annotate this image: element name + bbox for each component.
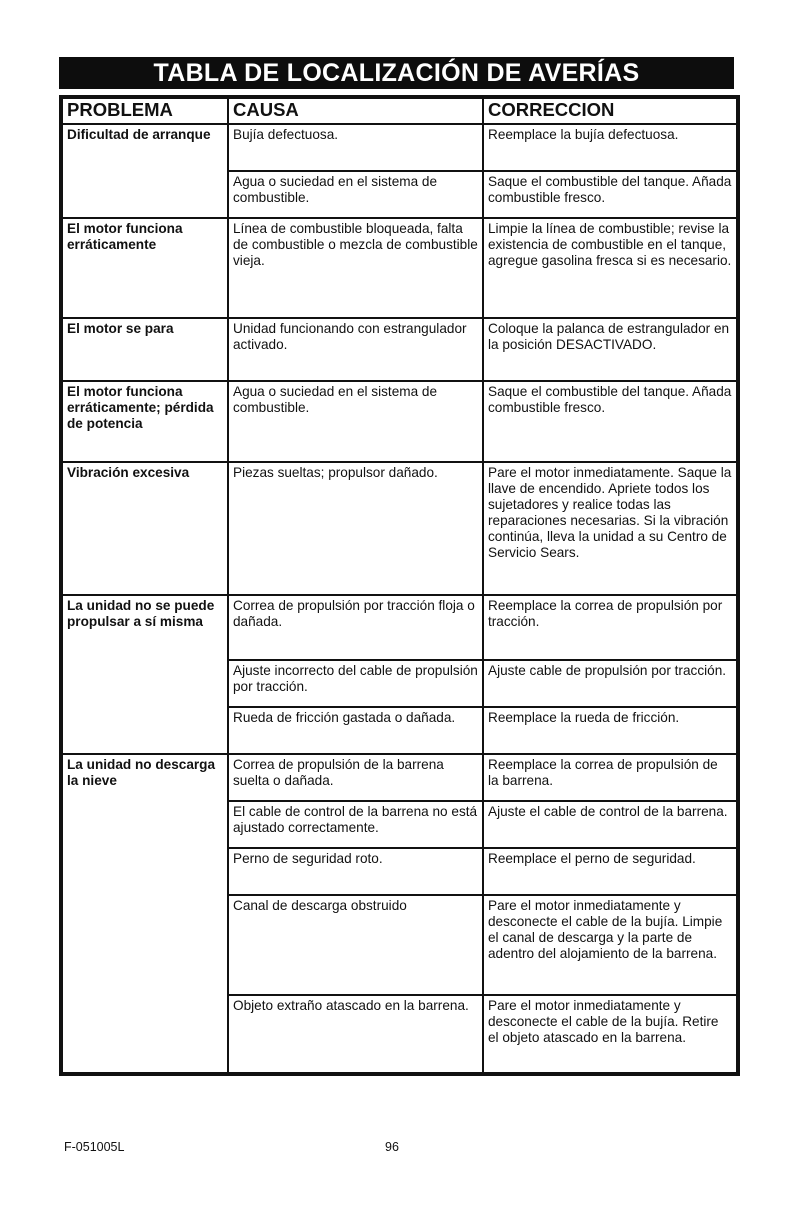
problem-cell <box>61 171 228 218</box>
problem-cell <box>61 660 228 707</box>
cause-cell: Canal de descarga obstruido <box>228 895 483 995</box>
correction-cell: Saque el combustible del tanque. Añada combustible fresco. <box>483 171 738 218</box>
problem-cell <box>61 995 228 1074</box>
problem-cell <box>61 895 228 995</box>
troubleshooting-table <box>59 95 740 1076</box>
table-header-row <box>61 97 738 124</box>
page-title: TABLA DE LOCALIZACIÓN DE AVERÍAS <box>59 57 734 89</box>
correction-cell: Reemplace la rueda de fricción. <box>483 707 738 754</box>
problem-cell: El motor se para <box>61 318 228 381</box>
header-problem: PROBLEMA <box>61 97 228 124</box>
correction-cell: Reemplace la correa de propulsión de la barrena. <box>483 754 738 801</box>
cause-cell: Agua o suciedad en el sistema de combustible. <box>228 171 483 218</box>
page-number: 96 <box>385 1140 399 1154</box>
correction-cell: Reemplace la correa de propulsión por tracción. <box>483 595 738 660</box>
problem-cell: Vibración excesiva <box>61 462 228 595</box>
cause-cell: Unidad funcionando con estrangulador activado. <box>228 318 483 381</box>
table-row <box>61 995 738 1074</box>
document-code: F-051005L <box>64 1140 125 1154</box>
problem-cell <box>61 801 228 848</box>
cause-cell: Correa de propulsión de la barrena suelta o dañada. <box>228 754 483 801</box>
cause-cell: Rueda de fricción gastada o dañada. <box>228 707 483 754</box>
correction-cell: Ajuste cable de propulsión por tracción. <box>483 660 738 707</box>
correction-cell: Saque el combustible del tanque. Añada combustible fresco. <box>483 381 738 462</box>
cause-cell: Piezas sueltas; propulsor dañado. <box>228 462 483 595</box>
header-correction: CORRECCION <box>483 97 738 124</box>
problem-cell: La unidad no se puede propulsar a sí misma <box>61 595 228 660</box>
correction-cell: Reemplace el perno de seguridad. <box>483 848 738 895</box>
problem-cell: Dificultad de arranque <box>61 124 228 171</box>
table-row <box>61 707 738 754</box>
table-row <box>61 171 738 218</box>
table-row <box>61 218 738 318</box>
correction-cell: Reemplace la bujía defectuosa. <box>483 124 738 171</box>
correction-cell: Pare el motor inmediatamente y desconecte el cable de la bujía. Retire el objeto atascado en la barrena. <box>483 995 738 1074</box>
cause-cell: Correa de propulsión por tracción floja o dañada. <box>228 595 483 660</box>
table-row <box>61 381 738 462</box>
table-row <box>61 848 738 895</box>
correction-cell: Pare el motor inmediatamente. Saque la llave de encendido. Apriete todos los sujetadores y realice todas las reparaciones necesarias. Si la vibración continúa, lleva la unidad a su Centro de Servicio Sears. <box>483 462 738 595</box>
cause-cell: El cable de control de la barrena no está ajustado correctamente. <box>228 801 483 848</box>
problem-cell <box>61 707 228 754</box>
table-row <box>61 318 738 381</box>
table-row <box>61 754 738 801</box>
problem-cell: La unidad no descarga la nieve <box>61 754 228 801</box>
problem-cell: El motor funciona erráticamente <box>61 218 228 318</box>
cause-cell: Objeto extraño atascado en la barrena. <box>228 995 483 1074</box>
cause-cell: Ajuste incorrecto del cable de propulsión por tracción. <box>228 660 483 707</box>
correction-cell: Ajuste el cable de control de la barrena. <box>483 801 738 848</box>
table-row <box>61 660 738 707</box>
cause-cell: Línea de combustible bloqueada, falta de combustible o mezcla de combustible vieja. <box>228 218 483 318</box>
table-row <box>61 895 738 995</box>
header-cause: CAUSA <box>228 97 483 124</box>
table-row <box>61 462 738 595</box>
problem-cell: El motor funciona erráticamente; pérdida de potencia <box>61 381 228 462</box>
table-row <box>61 595 738 660</box>
correction-cell: Coloque la palanca de estrangulador en la posición DESACTIVADO. <box>483 318 738 381</box>
correction-cell: Limpie la línea de combustible; revise la existencia de combustible en el tanque, agregue gasolina fresca si es necesario. <box>483 218 738 318</box>
cause-cell: Perno de seguridad roto. <box>228 848 483 895</box>
correction-cell: Pare el motor inmediatamente y desconecte el cable de la bujía. Limpie el canal de descarga y la parte de adentro del alojamiento de la barrena. <box>483 895 738 995</box>
table-row <box>61 801 738 848</box>
table-row <box>61 124 738 171</box>
cause-cell: Agua o suciedad en el sistema de combustible. <box>228 381 483 462</box>
cause-cell: Bujía defectuosa. <box>228 124 483 171</box>
problem-cell <box>61 848 228 895</box>
